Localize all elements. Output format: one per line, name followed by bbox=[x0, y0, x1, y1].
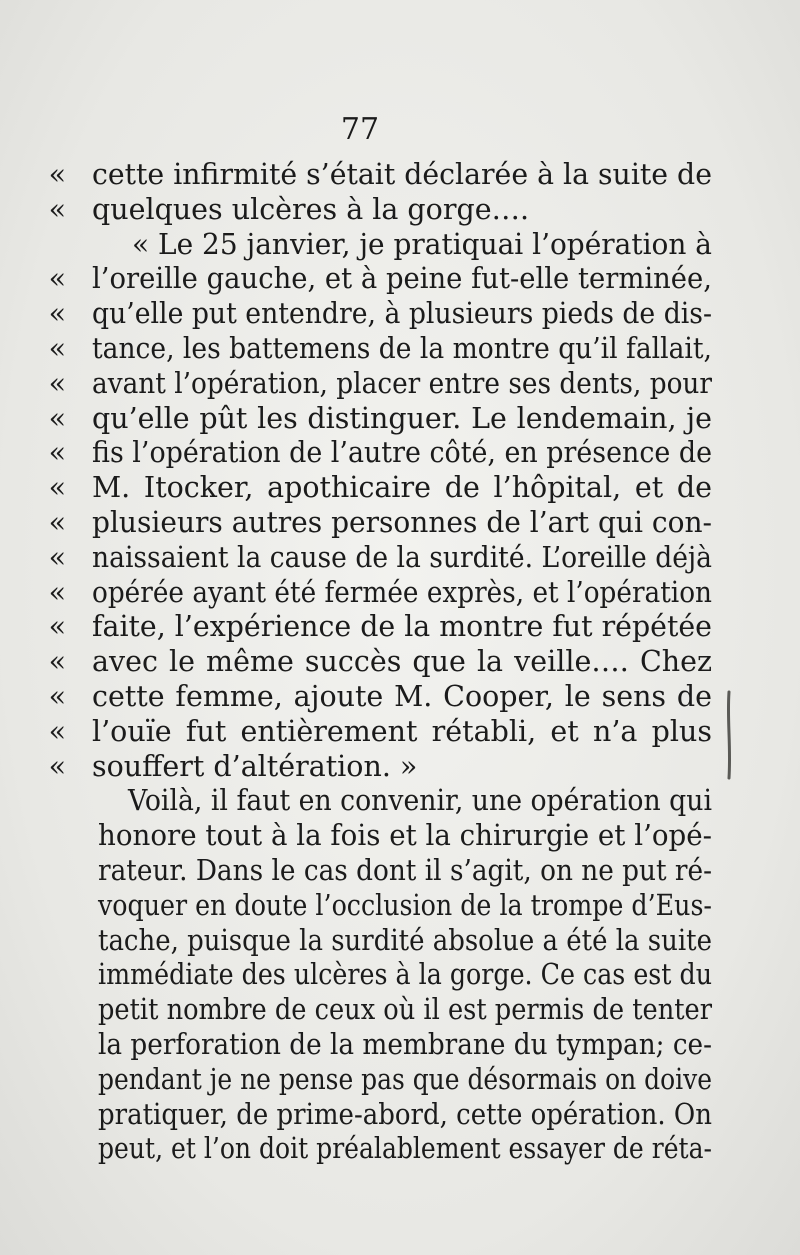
line-text: naissaient la cause de la surdité. L’oreille déjà bbox=[92, 540, 712, 574]
line-text: tance, les battemens de la montre qu’il fallait, bbox=[92, 332, 712, 365]
line-text: cette femme, ajoute M. Cooper, le sens de bbox=[92, 680, 712, 713]
line-text: quelques ulcères à la gorge…. bbox=[92, 192, 530, 226]
line-text: cette infirmité s’était déclarée à la suite de bbox=[92, 158, 712, 191]
quote-mark: « bbox=[48, 714, 66, 748]
line-text: faite, l’expérience de la montre fut répétée bbox=[92, 610, 712, 644]
line-text: voquer en doute l’occlusion de la trompe d’Eus- bbox=[98, 888, 712, 922]
line-text: fis l’opération de l’autre côté, en présence de bbox=[92, 436, 712, 470]
quote-mark: « bbox=[48, 158, 66, 191]
quote-mark: « bbox=[48, 680, 66, 713]
quote-mark: « bbox=[48, 471, 66, 505]
line-text: avant l’opération, placer entre ses dents, pour bbox=[92, 366, 712, 400]
quote-mark: « bbox=[48, 436, 66, 470]
line-text: avec le même succès que la veille…. Chez bbox=[92, 645, 712, 679]
line-text: honore tout à la fois et la chirurgie et l’opé- bbox=[98, 819, 712, 853]
line-text: Voilà, il faut en convenir, une opération qui bbox=[128, 784, 712, 818]
line-text: qu’elle put entendre, à plusieurs pieds de dis- bbox=[92, 297, 712, 331]
quote-mark: « bbox=[48, 297, 66, 331]
quote-mark: « bbox=[48, 540, 66, 574]
line-text: peut, et l’on doit préalablement essayer de réta- bbox=[98, 1132, 712, 1166]
line-text: immédiate des ulcères à la gorge. Ce cas est du bbox=[98, 958, 712, 992]
line-text: souffert d’altération. » bbox=[92, 749, 418, 783]
line-text: M. Itocker, apothicaire de l’hôpital, et de bbox=[92, 471, 712, 505]
line-text: opérée ayant été fermée exprès, et l’opération bbox=[92, 575, 712, 609]
quote-mark: « bbox=[48, 645, 66, 679]
line-text: qu’elle pût les distinguer. Le lendemain, je bbox=[92, 401, 712, 435]
quote-mark: « bbox=[48, 366, 66, 400]
line-text: pratiquer, de prime-abord, cette opération. On bbox=[98, 1097, 712, 1131]
quote-mark: « bbox=[48, 192, 66, 226]
quote-mark: « bbox=[48, 610, 66, 644]
line-text: plusieurs autres personnes de l’art qui con- bbox=[92, 506, 712, 539]
margin-pencil-mark bbox=[726, 690, 732, 780]
quote-mark: « bbox=[48, 575, 66, 609]
line-text: « Le 25 janvier, je pratiquai l’opération à bbox=[132, 227, 712, 261]
line-text: rateur. Dans le cas dont il s’agit, on ne put ré- bbox=[98, 854, 712, 887]
line-text: petit nombre de ceux où il est permis de tenter bbox=[98, 993, 712, 1027]
page-number: 77 bbox=[340, 112, 380, 147]
quote-mark: « bbox=[48, 332, 66, 365]
quote-mark: « bbox=[48, 401, 66, 435]
line-text: la perforation de la membrane du tympan; ce- bbox=[98, 1028, 712, 1061]
quote-mark: « bbox=[48, 749, 66, 783]
quote-mark: « bbox=[48, 262, 66, 296]
line-text: l’ouïe fut entièrement rétabli, et n’a plus bbox=[92, 714, 712, 748]
quote-mark: « bbox=[48, 506, 66, 539]
line-text: tache, puisque la surdité absolue a été la suite bbox=[98, 923, 712, 957]
line-text: l’oreille gauche, et à peine fut-elle terminée, bbox=[92, 262, 712, 296]
line-text: pendant je ne pense pas que désormais on doive bbox=[98, 1062, 712, 1096]
